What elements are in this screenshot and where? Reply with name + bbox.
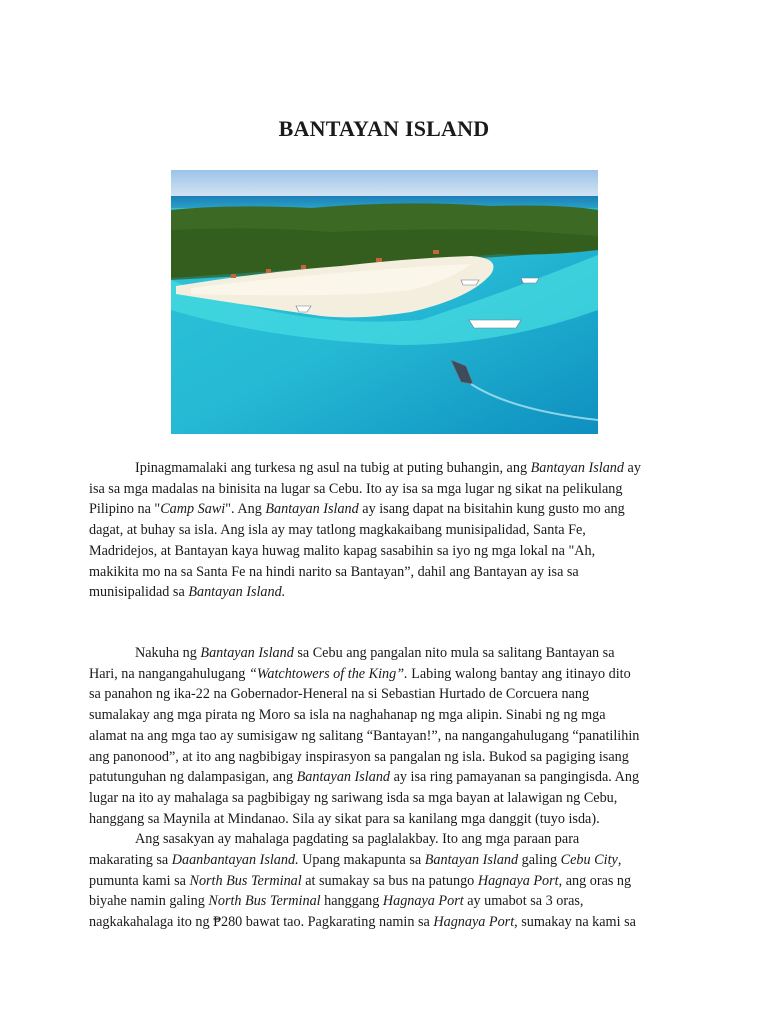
paragraph-line: pumunta kami sa North Bus Terminal at sumakay sa bus na patungo Hagnaya Port, ang oras ng <box>89 872 632 889</box>
paragraph-line: Pilipino na "Camp Sawi". Ang Bantayan Island ay isang dapat na bisitahin kung gusto mo ang <box>89 501 625 518</box>
paragraph-2 <box>89 643 681 933</box>
page-title: BANTAYAN ISLAND <box>278 116 490 141</box>
island-photo <box>171 170 598 434</box>
paragraph-line: Ang sasakyan ay mahalaga pagdating sa paglalakbay. Ito ang mga paraan para <box>135 831 580 848</box>
italic-text: Bantayan Island <box>296 769 391 786</box>
italic-text: Bantayan Island <box>265 501 359 518</box>
paragraph-line: Hari, na nangangahulugang “Watchtowers of the King”. Labing walong bantay ang itinayo dito <box>89 665 631 682</box>
italic-text: Hagnaya Port <box>477 872 559 889</box>
italic-text: North Bus Terminal <box>189 872 302 889</box>
italic-text: Bantayan Island <box>530 460 624 476</box>
paragraph-line: alamat na ang mga tao ay sumisigaw ng salitang “Bantayan!”, na nangangahulugang “panatilihin <box>89 727 640 744</box>
paragraph-line: Ipinagmamalaki ang turkesa ng asul na tubig at puting buhangin, ang Bantayan Island ay <box>135 460 641 476</box>
paragraph-line: biyahe namin galing North Bus Terminal hanggang Hagnaya Port ay umabot sa 3 oras, <box>89 893 584 910</box>
paragraph-line: isa sa mga madalas na binisita na lugar sa Cebu. Ito ay isa sa mga lugar ng sikat na pelikulang <box>89 480 623 497</box>
paragraph-line: patutunguhan ng dalampasigan, ang Bantayan Island ay isa ring pamayanan sa pangingisda. Ang <box>89 769 640 786</box>
italic-text: Cebu City <box>560 852 618 869</box>
italic-text: Bantayan Island <box>200 645 294 661</box>
paragraph-line: munisipalidad sa Bantayan Island. <box>89 584 286 601</box>
italic-text: North Bus Terminal <box>208 893 321 910</box>
italic-text: Hagnaya Port <box>433 914 515 931</box>
italic-text: Hagnaya Port <box>382 893 464 910</box>
paragraph-1 <box>89 458 681 603</box>
paragraph-line: dagat, at buhay sa isla. Ang isla ay may tatlong magkakaibang munisipalidad, Santa Fe, <box>89 522 586 539</box>
paragraph-line: ang panonood”, at ito ang nagbibigay inspirasyon sa pangalan ng isla. Bukod sa pagiging isang <box>89 748 629 765</box>
paragraph-line: makikita mo na sa Santa Fe na hindi narito sa Bantayan”, dahil ang Bantayan ay isa sa <box>89 563 579 580</box>
paragraph-line: lugar na ito ay mahalaga sa pagbibigay ng sariwang isda sa mga bayan at lalawigan ng Cebu, <box>89 789 618 806</box>
paragraph-line: hanggang sa Maynila at Mindanao. Sila ay sikat para sa kanilang mga danggit (tuyo isda). <box>89 810 600 827</box>
italic-text: Bantayan Island <box>424 852 519 869</box>
italic-text: Daanbantayan Island. <box>171 852 299 869</box>
paragraph-line: sumalakay ang mga pirata ng Moro sa isla na naghahanap ng mga alipin. Sinabi ng ng mga <box>89 707 606 724</box>
paragraph-line: nagkakahalaga ito ng ₱280 bawat tao. Pagkarating namin sa Hagnaya Port, sumakay na kami sa <box>89 914 636 931</box>
italic-text: “Watchtowers of the King”. <box>248 665 408 682</box>
paragraph-line: makarating sa Daanbantayan Island. Upang makapunta sa Bantayan Island galing Cebu City, <box>89 852 622 869</box>
paragraph-line: Nakuha ng Bantayan Island sa Cebu ang pangalan nito mula sa salitang Bantayan sa <box>135 645 615 661</box>
paragraph-line: sa panahon ng ika-22 na Gobernador-Heneral na si Sebastian Hurtado de Corcuera nang <box>89 686 590 703</box>
paragraph-line: Madridejos, at Bantayan kaya huwag malito kapag sasabihin sa iyo ng mga lokal na "Ah, <box>89 542 596 559</box>
italic-text: Bantayan Island. <box>188 584 286 601</box>
italic-text: Camp Sawi <box>160 501 226 518</box>
